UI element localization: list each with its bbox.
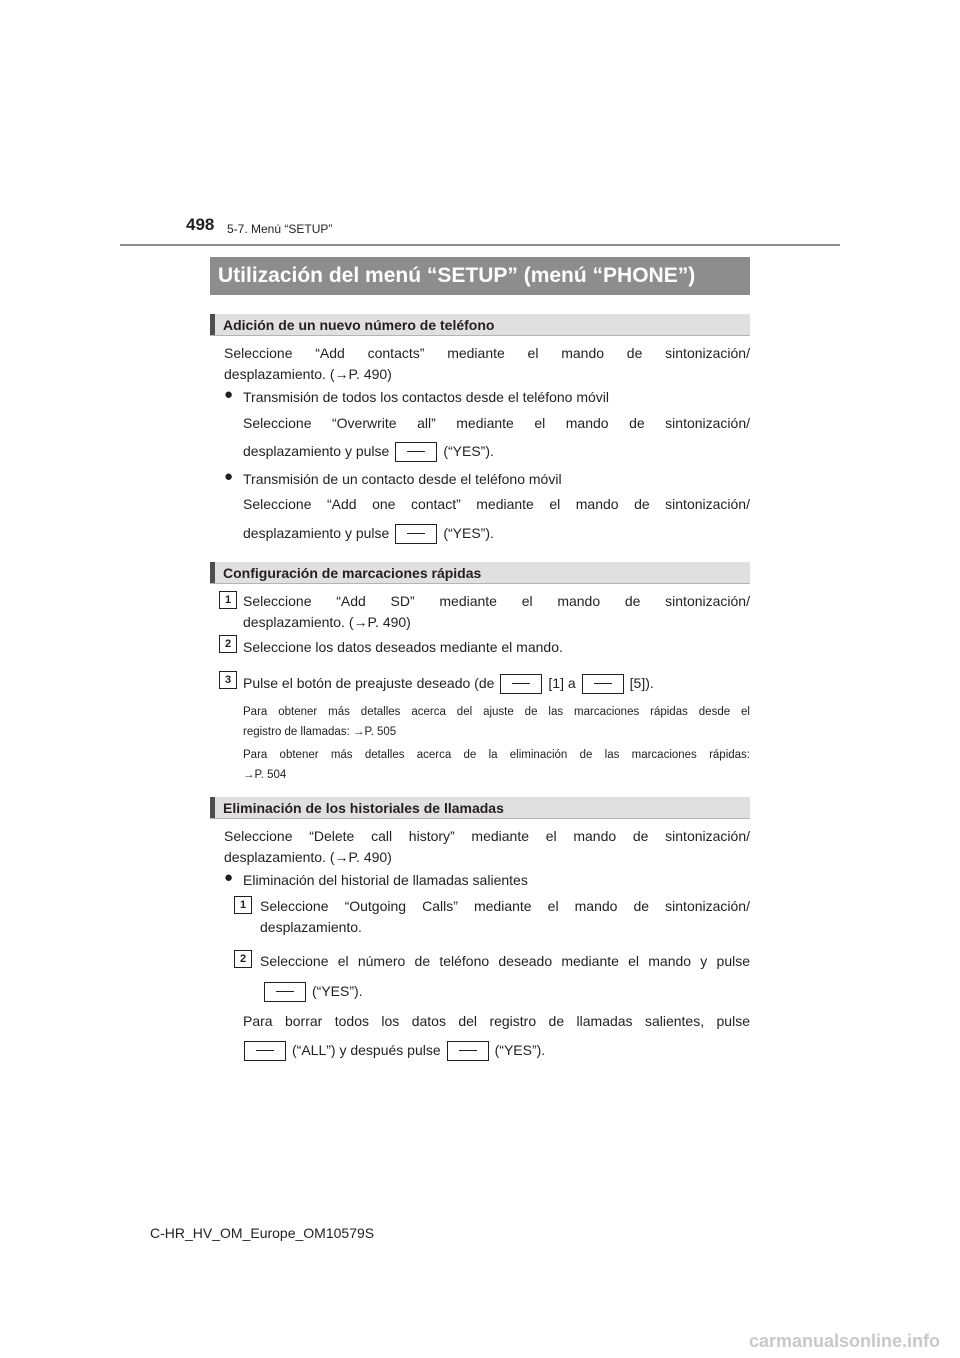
- all-button-icon: [244, 1041, 286, 1061]
- preset-5-button-icon: [582, 674, 624, 694]
- footer-doc-code: C-HR_HV_OM_Europe_OM10579S: [150, 1225, 375, 1241]
- bullet-icon: ●: [224, 869, 234, 886]
- sec3-intro-line2: desplazamiento. (→P. 490): [224, 849, 392, 865]
- sec1-bullet2-line2: [243, 523, 494, 544]
- page-title: Utilización del menú “SETUP” (menú “PHONE”): [210, 257, 750, 295]
- sec3-bullet1-title: Eliminación del historial de llamadas salientes: [243, 872, 528, 888]
- sec3-step1-line2: desplazamiento.: [260, 919, 362, 935]
- sec2-note1-line1: Para obtener más detalles acerca del ajuste de las marcaciones rápidas desde el: [243, 706, 750, 718]
- watermark: carmanualsonline.info: [748, 1331, 940, 1351]
- yes-button-icon: [447, 1041, 489, 1061]
- sec1-bullet1-line1: Seleccione “Overwrite all” mediante el mando de sintonización/: [243, 415, 750, 431]
- sec3-para-text-post: (“YES”).: [494, 1042, 546, 1058]
- sec3-intro-line1: Seleccione “Delete call history” mediante el mando de sintonización/: [224, 828, 750, 844]
- sec2-step3-text-mid: [1] a: [548, 675, 576, 691]
- page-number: 498: [186, 215, 215, 234]
- sec3-step1-line1: Seleccione “Outgoing Calls” mediante el mando de sintonización/: [260, 898, 750, 914]
- sec3-step2-line2: [258, 981, 363, 1002]
- sec1-intro-line2: desplazamiento. (→P. 490): [224, 366, 392, 382]
- sec1-bullet2-text-post: (“YES”).: [443, 525, 494, 541]
- sec2-step1-line1: Seleccione “Add SD” mediante el mando de sintonización/: [243, 593, 750, 609]
- sec3-para-text-mid: (“ALL”) y después pulse: [292, 1042, 441, 1058]
- sec3-step2-line1: Seleccione el número de teléfono deseado mediante el mando y pulse: [260, 953, 750, 969]
- sec3-para-line2: [238, 1040, 545, 1061]
- sec2-step3-line: [243, 673, 654, 694]
- bullet-icon: ●: [224, 468, 234, 485]
- sec2-step2-text: Seleccione los datos deseados mediante el mando.: [243, 639, 563, 655]
- step-number-1: 1: [234, 896, 252, 914]
- preset-1-button-icon: [500, 674, 542, 694]
- step-number-2: 2: [219, 635, 237, 653]
- sec1-bullet2-title: Transmisión de un contacto desde el teléfono móvil: [243, 471, 562, 487]
- sec1-bullet1-text-post: (“YES”).: [443, 443, 494, 459]
- yes-button-icon: [395, 524, 437, 544]
- sec1-bullet2-text-pre: desplazamiento y pulse: [243, 525, 390, 541]
- section-heading-add-number: Adición de un nuevo número de teléfono: [210, 314, 750, 336]
- step-number-1: 1: [219, 591, 237, 609]
- breadcrumb: 5-7. Menú “SETUP”: [227, 222, 333, 236]
- section-heading-delete-history: Eliminación de los historiales de llamadas: [210, 797, 750, 819]
- sec1-intro-line1: Seleccione “Add contacts” mediante el mando de sintonización/: [224, 345, 750, 361]
- sec1-bullet2-line1: Seleccione “Add one contact” mediante el mando de sintonización/: [243, 496, 750, 512]
- sec2-step3-text-post: [5]).: [629, 675, 654, 691]
- sec2-note2-line2: →P. 504: [243, 769, 287, 781]
- step-number-2: 2: [234, 950, 252, 968]
- sec2-step3-text-pre: Pulse el botón de preajuste deseado (de: [243, 675, 495, 691]
- sec1-bullet1-text-pre: desplazamiento y pulse: [243, 443, 390, 459]
- section-heading-speed-dial: Configuración de marcaciones rápidas: [210, 562, 750, 584]
- sec2-note2-line1: Para obtener más detalles acerca de la eliminación de las marcaciones rápidas:: [243, 749, 750, 761]
- sec2-note1-line2: registro de llamadas: →P. 505: [243, 726, 397, 738]
- step-number-3: 3: [219, 671, 237, 689]
- bullet-icon: ●: [224, 386, 234, 403]
- sec3-para-line1: Para borrar todos los datos del registro de llamadas salientes, pulse: [243, 1013, 750, 1029]
- yes-button-icon: [395, 442, 437, 462]
- yes-button-icon: [264, 982, 306, 1002]
- sec2-step1-line2: desplazamiento. (→P. 490): [243, 614, 411, 630]
- sec3-step2-text-post: (“YES”).: [312, 983, 363, 999]
- sec1-bullet1-title: Transmisión de todos los contactos desde el teléfono móvil: [243, 389, 610, 405]
- sec1-bullet1-line2: [243, 441, 494, 462]
- header-rule: [120, 244, 840, 246]
